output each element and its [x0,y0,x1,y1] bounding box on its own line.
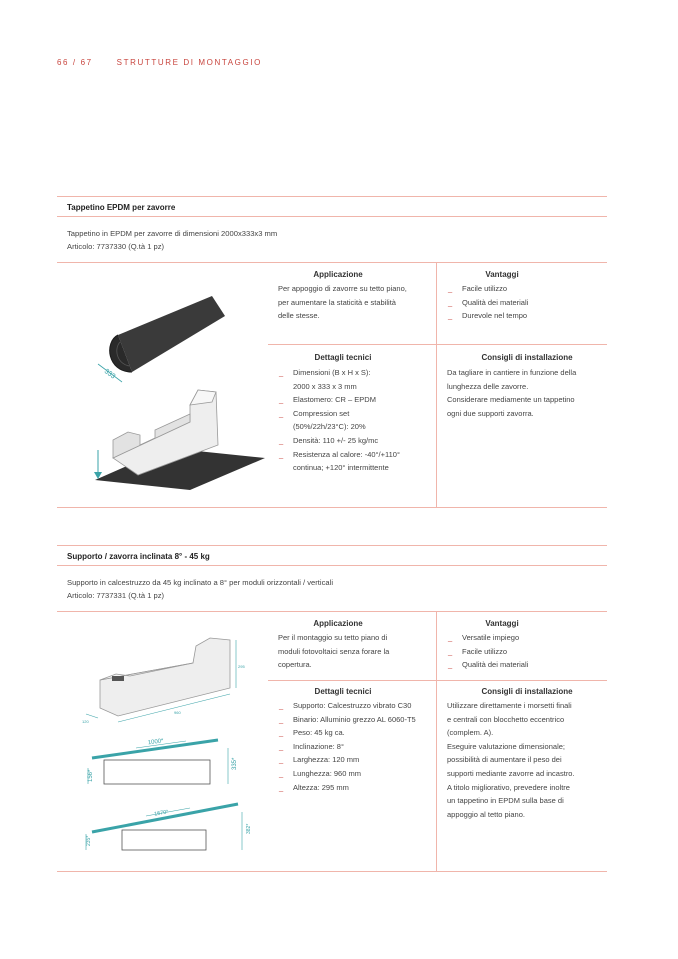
list-item: _ Densità: 110 +/- 25 kg/mc [279,435,379,445]
list-item: _ Peso: 45 kg ca. [279,728,345,738]
s1-app-line: Per appoggio di zavorre su tetto piano, [278,284,407,293]
support-drawing [78,628,268,858]
section2-title-rule [57,565,607,566]
section2-title: Supporto / zavorra inclinata 8° - 45 kg [67,552,210,561]
mat-surface [118,296,225,372]
s2-consigli-line: Eseguire valutazione dimensionale; [447,741,565,751]
s2-applicazione-text [278,631,389,672]
panel-2 [92,804,238,832]
dim1-left: 156* [88,769,94,782]
section1-top-rule [57,196,607,197]
s1-applicazione-text [278,282,407,323]
s1-consigli-line: ogni due supporti zavorra. [447,408,534,418]
s1-consigli-heading: Consigli di installazione [481,353,573,362]
list-item: _ Compression set (50%/22h/23°C): 20% [279,408,366,432]
list-item: _ Supporto: Calcestruzzo vibrato C30 [279,701,412,710]
s2-app-line: copertura. [278,660,312,670]
s1-consigli-text [447,366,576,420]
s1-consigli-line: Considerare mediamente un tappetino [447,395,575,405]
support-dim-line-w [86,714,98,718]
page-header [57,58,262,67]
support-side-1 [104,760,210,784]
support-rail-slot [112,676,124,681]
s1-app-line: per aumentare la staticità e stabilità [278,297,396,307]
s2-consigli-line: e centrali con blocchetto eccentrico [447,714,565,724]
section1-mid-rule [268,344,607,345]
dim1-top: 1000* [147,738,164,747]
section2-article: Articolo: 7737331 (Q.tà 1 pz) [67,590,165,600]
s1-dettagli-heading: Dettagli tecnici [314,353,372,362]
list-item: _ Durevole nel tempo [448,311,528,321]
list-item: _ Altezza: 295 mm [279,782,349,792]
support-side-2 [122,830,206,850]
list-item: _ Qualità dei materiali [448,660,529,670]
section2-description [67,577,333,602]
s1-consigli-line: Da tagliare in cantiere in funzione della [447,368,577,377]
s2-vantaggi-heading: Vantaggi [485,619,519,628]
section1-article: Articolo: 7737330 (Q.tà 1 pz) [67,241,165,251]
dim2-left: 235* [86,835,92,846]
s2-app-line: Per il montaggio su tetto piano di [278,633,388,642]
list-item: _ Dimensioni (B x H x S): 2000 x 333 x 3 mm [279,368,371,391]
s2-applicazione-heading: Applicazione [313,619,363,628]
s1-consigli-line: lunghezza delle zavorre. [447,381,529,391]
s1-applicazione-heading: Applicazione [313,270,363,279]
support-dim-length: 960 [174,710,181,715]
list-item: _ Lunghezza: 960 mm [279,768,361,778]
s2-dettagli-heading: Dettagli tecnici [314,687,372,696]
section1-desc-line: Tappetino in EPDM per zavorre di dimensioni 2000x333x3 mm [67,229,278,238]
s2-consigli-line: possibilità di aumentare il peso dei [447,755,562,765]
dim2-right: 382* [246,823,252,834]
s1-app-line: delle stesse. [278,311,320,321]
s2-vantaggi-list [447,631,528,672]
s1-dettagli-list [278,366,400,475]
section1-title: Tappetino EPDM per zavorre [67,203,176,212]
section2-desc-rule [57,611,607,612]
support-dim-height: 295 [238,664,245,669]
list-item: _ Binario: Alluminio grezzo AL 6060-T5 [279,714,416,724]
s2-app-line: moduli fotovoltaici senza forare la [278,646,390,656]
s2-dettagli-list [278,699,416,794]
list-item: _ Qualità dei materiali [448,297,529,307]
s1-vantaggi-heading: Vantaggi [485,270,519,279]
support-dim-width: 120 [82,719,89,724]
s2-consigli-line: Utilizzare direttamente i morsetti finali [447,701,572,710]
s2-consigli-line: supporti mediante zavorre ad incastro. [447,768,575,778]
section1-col-divider [436,262,437,507]
dim2-top: 1670* [153,809,170,818]
epdm-mat-drawing [80,290,280,500]
section1-bottom-rule [57,507,607,508]
list-item: _ Facile utilizzo [448,646,508,656]
s2-consigli-line: (complem. A). [447,728,494,738]
section2-desc-line: Supporto in calcestruzzo da 45 kg inclinato a 8° per moduli orizzontali / verticali [67,578,333,587]
dim1-right: 335* [232,757,238,770]
list-item: _ Versatile impiego [448,633,520,642]
list-item: _ Elastomero: CR – EPDM [279,395,376,405]
list-item: _ Larghezza: 120 mm [279,755,360,765]
list-item: _ Resistenza al calore: -40°/+110° continua; +120° intermittente [279,449,400,473]
list-item: _ Facile utilizzo [448,284,508,293]
section1-desc-rule [57,262,607,263]
s2-consigli-line: appoggio al tetto piano. [447,809,525,819]
page-number: 66 / 67 [57,58,93,67]
section2-col-divider [436,611,437,871]
mat-dim-label: 333 [102,368,117,381]
s2-consigli-text [447,699,575,821]
list-item: _ Inclinazione: 8° [279,741,344,751]
s2-consigli-line: un tappetino in EPDM sulla base di [447,796,564,806]
section-title: STRUTTURE DI MONTAGGIO [116,58,262,67]
s2-consigli-heading: Consigli di installazione [481,687,573,696]
section2-mid-rule [268,680,607,681]
section1-description [67,228,277,253]
section2-top-rule [57,545,607,546]
section2-bottom-rule [57,871,607,872]
s2-consigli-line: A titolo migliorativo, prevedere inoltre [447,782,570,792]
section1-title-rule [57,216,607,217]
s1-vantaggi-list [447,282,528,323]
